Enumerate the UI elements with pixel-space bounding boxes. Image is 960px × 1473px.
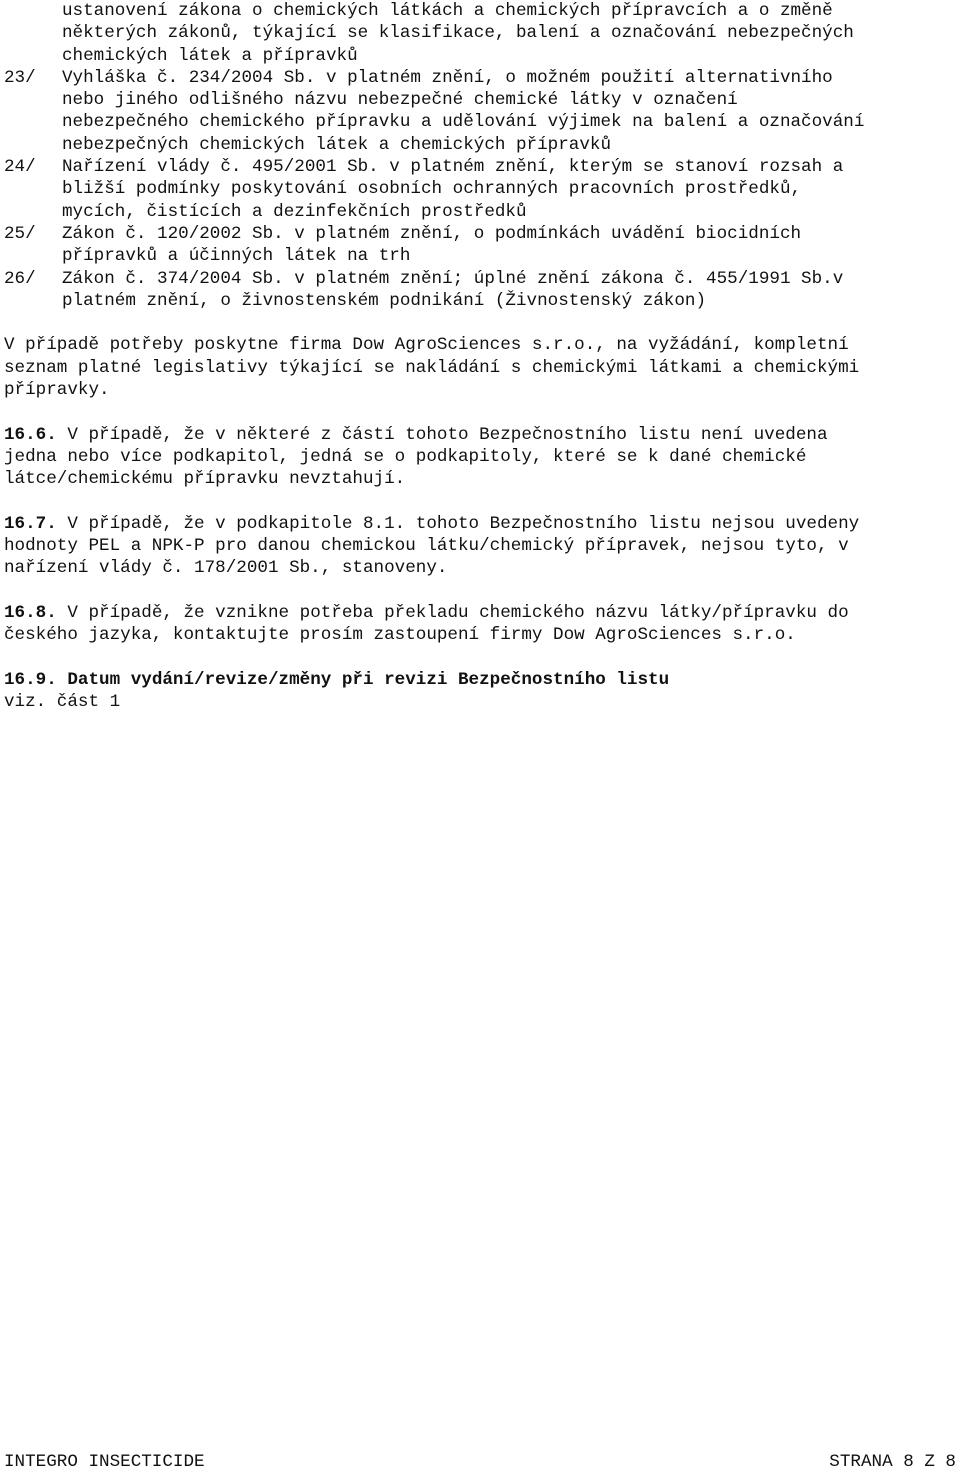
reference-line: nebezpečných chemických látek a chemických přípravků — [62, 134, 612, 155]
section-title: Datum vydání/revize/změny při revizi Bezpečnostního listu — [56, 669, 670, 690]
reference-line: Nařízení vlády č. 495/2001 Sb. v platném znění, kterým se stanoví rozsah a — [62, 157, 844, 178]
paragraph-line: V případě, že vznikne potřeba překladu chemického názvu látky/přípravku do — [56, 603, 849, 624]
reference-item-25 — [4, 223, 960, 268]
section-16-6 — [4, 424, 960, 491]
section-16-8 — [4, 602, 960, 647]
reference-line: chemických látek a přípravků — [62, 45, 358, 66]
paragraph-line: přípravky. — [4, 380, 110, 401]
reference-item-24 — [4, 156, 960, 223]
section-16-7 — [4, 513, 960, 580]
reference-line: mycích, čistících a dezinfekčních prostředků — [62, 201, 527, 222]
reference-line: Vyhláška č. 234/2004 Sb. v platném znění, o možném použití alternativního — [62, 67, 833, 88]
reference-number: 25/ — [4, 223, 36, 244]
reference-line: ustanovení zákona o chemických látkách a chemických přípravcích a o změně — [62, 1, 833, 21]
reference-line: platném znění, o živnostenském podnikání (Živnostenský zákon) — [62, 290, 707, 311]
footer-page-number: STRANA 8 Z 8 — [829, 1452, 956, 1472]
paragraph-line: seznam platné legislativy týkající se nakládání s chemickými látkami a chemickými — [4, 357, 860, 378]
section-number: 16.6. — [4, 424, 57, 445]
reference-line: nebo jiného odlišného názvu nebezpečné chemické látky v označení — [62, 90, 738, 111]
document-page — [4, 0, 960, 714]
paragraph-line: V případě, že v některé z částí tohoto Bezpečnostního listu není uvedena — [56, 424, 828, 445]
paragraph-line: viz. část 1 — [4, 692, 121, 713]
reference-line: Zákon č. 120/2002 Sb. v platném znění, o podmínkách uvádění biocidních — [62, 223, 802, 244]
legislation-note — [4, 334, 960, 401]
paragraph-line: hodnoty PEL a NPK-P pro danou chemickou látku/chemický přípravek, nejsou tyto, v — [4, 536, 849, 557]
paragraph-line: V případě potřeby poskytne firma Dow AgroSciences s.r.o., na vyžádání, kompletní — [4, 335, 849, 356]
paragraph-line: českého jazyka, kontaktujte prosím zastoupení firmy Dow AgroSciences s.r.o. — [4, 625, 796, 646]
footer-product-name: INTEGRO INSECTICIDE — [4, 1452, 205, 1472]
reference-line: některých zákonů, týkající se klasifikace, balení a označování nebezpečných — [62, 23, 854, 44]
reference-line: Zákon č. 374/2004 Sb. v platném znění; úplné znění zákona č. 455/1991 Sb.v — [62, 268, 844, 289]
reference-continuation — [4, 0, 960, 67]
section-16-9 — [4, 669, 960, 714]
section-number: 16.8. — [4, 603, 57, 624]
section-number: 16.7. — [4, 513, 57, 534]
paragraph-line: V případě, že v podkapitole 8.1. tohoto Bezpečnostního listu nejsou uvedeny — [56, 513, 860, 534]
reference-number: 24/ — [4, 157, 36, 178]
reference-item-26 — [4, 268, 960, 313]
reference-line: nebezpečného chemického přípravku a udělování výjimek na balení a označování — [62, 112, 865, 133]
paragraph-line: jedna nebo více podkapitol, jedná se o podkapitoly, které se k dané chemické — [4, 446, 807, 467]
reference-item-23 — [4, 67, 960, 156]
reference-number: 23/ — [4, 67, 36, 88]
paragraph-line: nařízení vlády č. 178/2001 Sb., stanoveny. — [4, 558, 448, 579]
reference-number: 26/ — [4, 268, 36, 289]
reference-line: bližší podmínky poskytování osobních ochranných pracovních prostředků, — [62, 179, 802, 200]
reference-line: přípravků a účinných látek na trh — [62, 246, 411, 267]
paragraph-line: látce/chemickému přípravku nevztahují. — [4, 469, 406, 490]
section-number: 16.9. — [4, 669, 57, 690]
